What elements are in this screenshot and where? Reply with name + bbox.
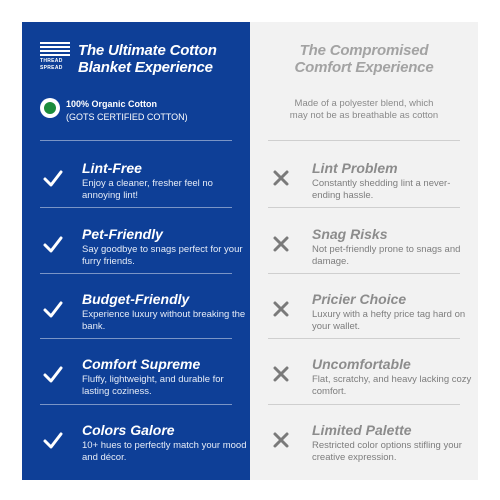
check-icon <box>42 363 64 385</box>
brand-logo-line2: SPREAD <box>40 65 63 71</box>
divider <box>40 404 232 405</box>
drawback-row: Uncomfortable Flat, scratchy, and heavy lacking cozy comfort. <box>250 348 478 408</box>
gots-organic-icon <box>40 98 60 118</box>
divider <box>40 140 232 141</box>
polyester-panel <box>250 22 478 480</box>
polyester-subtitle: Made of a polyester blend, which may not be as breathable as cotton <box>289 98 439 121</box>
check-icon <box>42 298 64 320</box>
feature-row: Pet-Friendly Say goodbye to snags perfect for your furry friends. <box>22 218 250 278</box>
cross-icon <box>270 429 292 451</box>
divider <box>268 273 460 274</box>
divider <box>268 207 460 208</box>
divider <box>268 404 460 405</box>
cross-icon <box>270 298 292 320</box>
divider <box>268 140 460 141</box>
polyester-title: The Compromised Comfort Experience <box>294 42 434 76</box>
drawback-row: Limited Palette Restricted color options stifling your creative expression. <box>250 414 478 474</box>
divider <box>40 273 232 274</box>
cross-icon <box>270 233 292 255</box>
brand-logo <box>40 42 70 71</box>
check-icon <box>42 167 64 189</box>
organic-claim: 100% Organic Cotton (GOTS CERTIFIED COTTON) <box>66 99 188 122</box>
divider <box>40 338 232 339</box>
cotton-title: The Ultimate Cotton Blanket Experience <box>78 42 217 76</box>
check-icon <box>42 429 64 451</box>
cross-icon <box>270 167 292 189</box>
feature-row: Lint-Free Enjoy a cleaner, fresher feel no annoying lint! <box>22 152 250 212</box>
brand-logo-line1: THREAD <box>40 58 63 64</box>
drawback-row: Snag Risks Not pet-friendly prone to snags and damage. <box>250 218 478 278</box>
drawback-row: Lint Problem Constantly shedding lint a never-ending hassle. <box>250 152 478 212</box>
feature-row: Colors Galore 10+ hues to perfectly match your mood and décor. <box>22 414 250 474</box>
cotton-panel <box>22 22 250 480</box>
divider <box>268 338 460 339</box>
cross-icon <box>270 363 292 385</box>
drawback-row: Pricier Choice Luxury with a hefty price tag hard on your wallet. <box>250 283 478 343</box>
feature-row: Budget-Friendly Experience luxury without breaking the bank. <box>22 283 250 343</box>
feature-row: Comfort Supreme Fluffy, lightweight, and durable for lasting coziness. <box>22 348 250 408</box>
divider <box>40 207 232 208</box>
check-icon <box>42 233 64 255</box>
